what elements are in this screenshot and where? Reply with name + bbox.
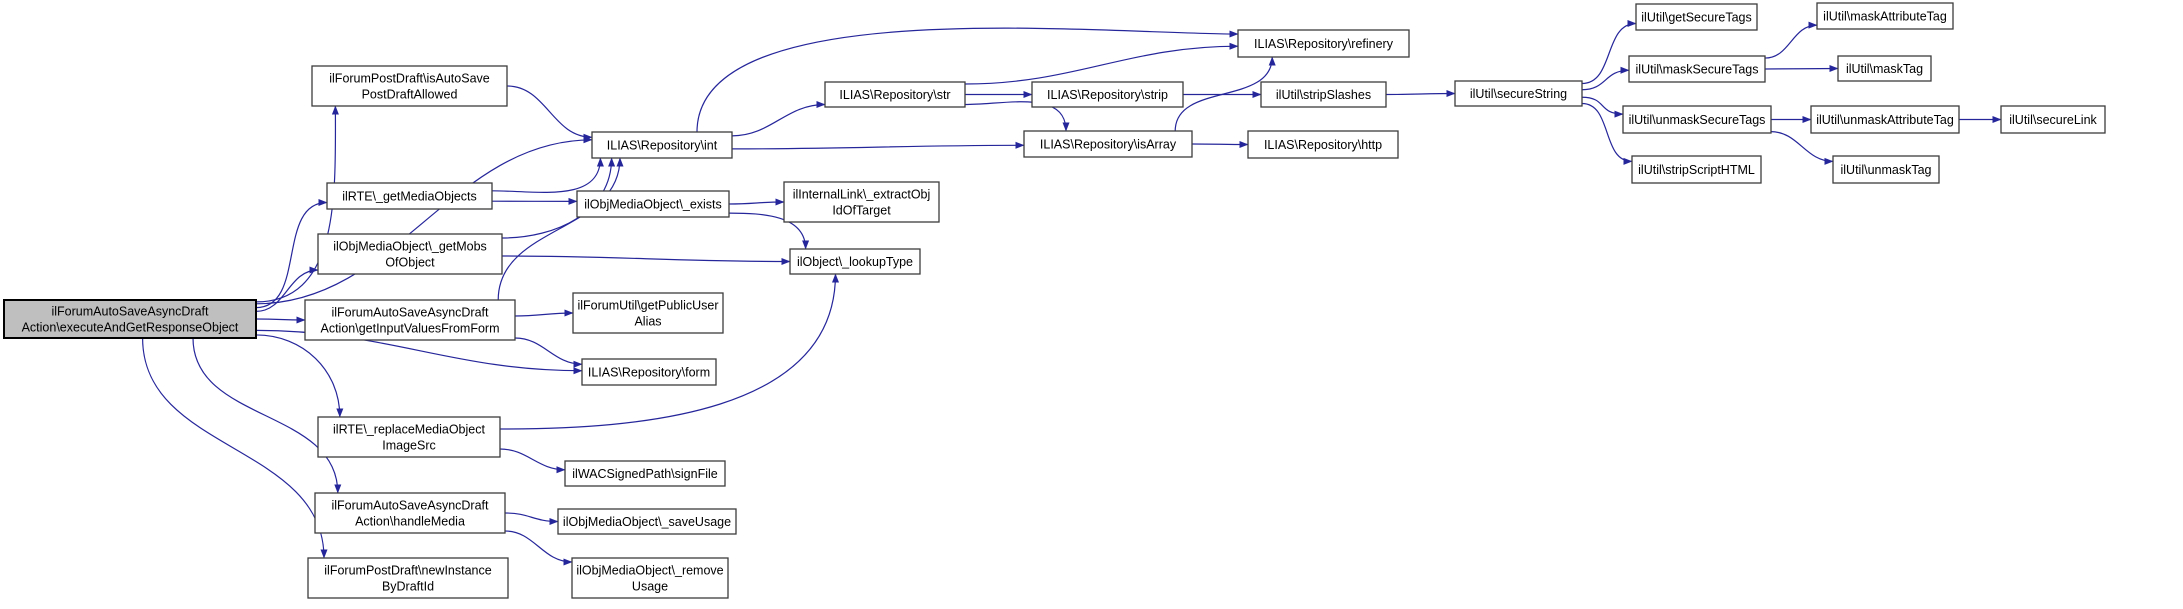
node-box-strip[interactable] [1032,82,1183,107]
node-box-str[interactable] [825,82,965,107]
node-removeUsage[interactable] [572,558,728,598]
node-label-handleMedia: ilForumAutoSaveAsyncDraft Action\handleMedia [331,498,489,529]
node-box-getMediaObjects[interactable] [327,183,492,209]
node-label-isArray: ILIAS\Repository\isArray [1039,137,1177,152]
node-box-newInstanceByDraftId[interactable] [308,558,508,598]
node-box-form[interactable] [582,359,716,385]
node-box-replaceMediaObjectImageSrc[interactable] [318,417,500,457]
node-label-getMobsOfObject: ilObjMediaObject\_getMobs OfObject [333,239,487,270]
node-getMobsOfObject[interactable] [318,234,502,274]
node-label-str: ILIAS\Repository\str [839,87,951,102]
node-label-isAutoSave: ilForumPostDraft\isAutoSave PostDraftAllowed [329,71,490,102]
node-stripScriptHTML[interactable] [1632,156,1761,183]
node-label-secureLink: ilUtil\secureLink [2009,112,2097,127]
node-getInputValuesFromForm[interactable] [305,300,515,340]
node-box-unmaskAttributeTag[interactable] [1811,106,1959,133]
node-box-removeUsage[interactable] [572,558,728,598]
node-box-saveUsage[interactable] [558,509,736,534]
node-label-stripScriptHTML: ilUtil\stripScriptHTML [1638,162,1755,177]
node-box-lookupType[interactable] [790,249,920,274]
node-label-stripSlashes: ilUtil\stripSlashes [1275,87,1372,102]
node-label-unmaskSecureTags: ilUtil\unmaskSecureTags [1628,112,1766,127]
node-box-unmaskSecureTags[interactable] [1623,106,1771,133]
node-int[interactable] [592,132,732,158]
node-replaceMediaObjectImageSrc[interactable] [318,417,500,457]
node-str[interactable] [825,82,965,107]
node-box-main[interactable] [4,300,256,338]
node-getPublicUserAlias[interactable] [573,293,723,333]
node-unmaskSecureTags[interactable] [1623,106,1771,133]
node-label-saveUsage: ilObjMediaObject\_saveUsage [562,514,732,529]
node-label-form: ILIAS\Repository\form [587,365,711,380]
node-label-unmaskAttributeTag: ilUtil\unmaskAttributeTag [1816,112,1954,127]
node-label-main: ilForumAutoSaveAsyncDraft Action\executeAndGetResponseObject [21,304,239,335]
node-strip[interactable] [1032,82,1183,107]
node-box-getInputValuesFromForm[interactable] [305,300,515,340]
node-lookupType[interactable] [790,249,920,274]
node-http[interactable] [1248,131,1398,158]
node-label-http: ILIAS\Repository\http [1263,137,1383,152]
node-getMediaObjects[interactable] [327,183,492,209]
node-label-refinery: ILIAS\Repository\refinery [1254,36,1393,51]
node-label-secureString: ilUtil\secureString [1469,86,1568,101]
node-label-maskAttributeTag: ilUtil\maskAttributeTag [1823,9,1947,24]
node-stripSlashes[interactable] [1261,82,1386,107]
node-maskSecureTags[interactable] [1629,56,1765,82]
node-label-getMediaObjects: ilRTE\_getMediaObjects [342,189,477,204]
node-getSecureTags[interactable] [1636,4,1757,30]
node-box-extractObjIdOfTarget[interactable] [784,182,939,222]
node-box-exists[interactable] [577,191,729,217]
node-label-int: ILIAS\Repository\int [606,138,718,153]
node-refinery[interactable] [1238,30,1409,57]
node-label-getSecureTags: ilUtil\getSecureTags [1641,10,1752,25]
node-unmaskAttributeTag[interactable] [1811,106,1959,133]
node-maskTag[interactable] [1838,56,1931,81]
node-label-getInputValuesFromForm: ilForumAutoSaveAsyncDraft Action\getInputValuesFromForm [320,305,500,336]
node-box-int[interactable] [592,132,732,158]
node-maskAttributeTag[interactable] [1817,3,1953,29]
node-label-lookupType: ilObject\_lookupType [796,254,914,269]
node-box-signFile[interactable] [565,461,725,486]
node-box-maskAttributeTag[interactable] [1817,3,1953,29]
node-main[interactable] [4,300,256,338]
node-box-secureString[interactable] [1455,81,1582,106]
node-box-maskSecureTags[interactable] [1629,56,1765,82]
node-label-maskTag: ilUtil\maskTag [1845,61,1924,76]
call-edge-maskSecureTags-maskTag [1765,69,1838,70]
node-box-maskTag[interactable] [1838,56,1931,81]
node-label-getPublicUserAlias: ilForumUtil\getPublicUser Alias [577,298,719,329]
node-exists[interactable] [577,191,729,217]
node-label-replaceMediaObjectImageSrc: ilRTE\_replaceMediaObject ImageSrc [333,422,485,453]
node-label-signFile: ilWACSignedPath\signFile [572,466,718,481]
node-box-secureLink[interactable] [2001,106,2105,133]
node-label-maskSecureTags: ilUtil\maskSecureTags [1635,62,1759,77]
node-box-stripSlashes[interactable] [1261,82,1386,107]
node-extractObjIdOfTarget[interactable] [784,182,939,222]
node-box-refinery[interactable] [1238,30,1409,57]
node-label-newInstanceByDraftId: ilForumPostDraft\newInstance ByDraftId [324,563,492,594]
node-label-unmaskTag: ilUtil\unmaskTag [1840,162,1932,177]
call-edge-isArray-http [1192,144,1248,145]
node-form[interactable] [582,359,716,385]
node-label-strip: ILIAS\Repository\strip [1047,87,1168,102]
node-box-unmaskTag[interactable] [1833,156,1939,183]
node-box-getSecureTags[interactable] [1636,4,1757,30]
node-label-extractObjIdOfTarget: ilInternalLink\_extractObj IdOfTarget [792,187,931,218]
node-label-exists: ilObjMediaObject\_exists [584,197,722,212]
node-signFile[interactable] [565,461,725,486]
node-isAutoSave[interactable] [312,66,507,106]
node-secureString[interactable] [1455,81,1582,106]
node-handleMedia[interactable] [315,493,505,533]
node-isArray[interactable] [1024,131,1192,157]
node-box-http[interactable] [1248,131,1398,158]
node-secureLink[interactable] [2001,106,2105,133]
node-newInstanceByDraftId[interactable] [308,558,508,598]
node-box-getPublicUserAlias[interactable] [573,293,723,333]
node-box-handleMedia[interactable] [315,493,505,533]
node-box-stripScriptHTML[interactable] [1632,156,1761,183]
node-unmaskTag[interactable] [1833,156,1939,183]
node-saveUsage[interactable] [558,509,736,534]
node-box-getMobsOfObject[interactable] [318,234,502,274]
node-box-isArray[interactable] [1024,131,1192,157]
node-label-removeUsage: ilObjMediaObject\_remove Usage [576,563,724,594]
node-box-isAutoSave[interactable] [312,66,507,106]
